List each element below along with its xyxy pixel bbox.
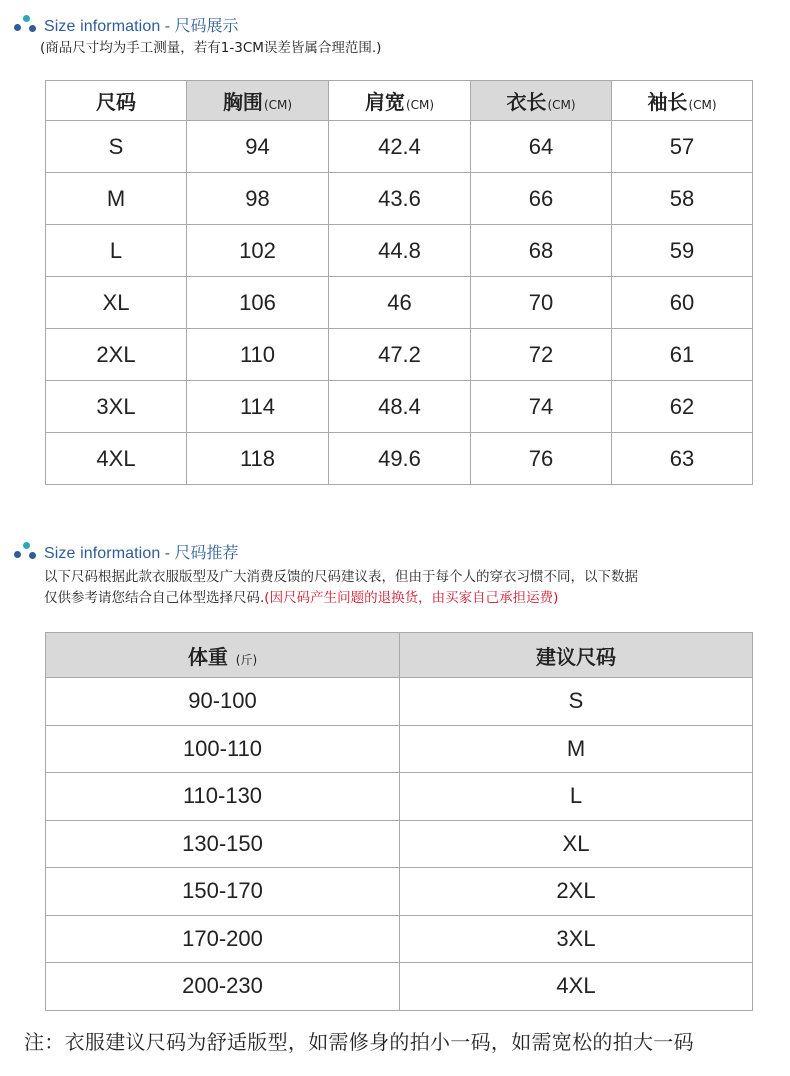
- cell-sleeve: 63: [612, 433, 753, 485]
- cell-weight: 110-130: [46, 773, 400, 821]
- table-row: [46, 678, 753, 726]
- description-line1: 以下尺码根据此款衣服版型及广大消费反馈的尺码建议表，但由于每个人的穿衣习惯不同，以下数据: [44, 569, 638, 585]
- size-header-row: [46, 81, 753, 121]
- cell-sleeve: 62: [612, 381, 753, 433]
- section2-description: [44, 567, 638, 609]
- cell-length: 76: [471, 433, 612, 485]
- cell-chest: 102: [187, 225, 329, 277]
- cell-size: XL: [400, 820, 753, 868]
- cell-chest: 94: [187, 121, 329, 173]
- table-row: [46, 868, 753, 916]
- table-row: [46, 173, 753, 225]
- header-length: 衣长(CM): [471, 81, 612, 121]
- cell-weight: 90-100: [46, 678, 400, 726]
- table-row: [46, 381, 753, 433]
- section2-title: Size information - 尺码推荐: [44, 545, 239, 562]
- cell-size: 2XL: [400, 868, 753, 916]
- cell-size: S: [400, 678, 753, 726]
- cell-length: 68: [471, 225, 612, 277]
- cell-shoulder: 42.4: [329, 121, 471, 173]
- cell-weight: 150-170: [46, 868, 400, 916]
- header-size: 尺码: [46, 81, 187, 121]
- dots-logo-icon: [14, 542, 38, 562]
- description-line2: 仅供参考请您结合自己体型选择尺码.(因尺码产生问题的退换货，由买家自己承担运费): [44, 590, 559, 606]
- cell-size: 4XL: [400, 963, 753, 1011]
- table-row: [46, 225, 753, 277]
- table-row: [46, 121, 753, 173]
- cell-chest: 110: [187, 329, 329, 381]
- cell-shoulder: 48.4: [329, 381, 471, 433]
- cell-weight: 200-230: [46, 963, 400, 1011]
- table-row: [46, 725, 753, 773]
- section2-header: [14, 540, 239, 563]
- table-row: [46, 773, 753, 821]
- table-row: [46, 963, 753, 1011]
- cell-shoulder: 43.6: [329, 173, 471, 225]
- cell-chest: 114: [187, 381, 329, 433]
- cell-shoulder: 44.8: [329, 225, 471, 277]
- cell-chest: 118: [187, 433, 329, 485]
- header-shoulder: 肩宽(CM): [329, 81, 471, 121]
- dots-logo-icon: [14, 15, 38, 35]
- table-row: [46, 277, 753, 329]
- cell-size: 3XL: [46, 381, 187, 433]
- recommend-header-row: [46, 633, 753, 678]
- cell-chest: 106: [187, 277, 329, 329]
- cell-size: M: [46, 173, 187, 225]
- cell-sleeve: 60: [612, 277, 753, 329]
- cell-sleeve: 59: [612, 225, 753, 277]
- cell-size: L: [46, 225, 187, 277]
- shipping-warning: (因尺码产生问题的退换货，由买家自己承担运费): [264, 590, 559, 606]
- cell-sleeve: 57: [612, 121, 753, 173]
- cell-length: 72: [471, 329, 612, 381]
- cell-shoulder: 49.6: [329, 433, 471, 485]
- cell-weight: 170-200: [46, 915, 400, 963]
- size-chart-table: [45, 80, 753, 485]
- cell-sleeve: 61: [612, 329, 753, 381]
- cell-size: 3XL: [400, 915, 753, 963]
- header-sleeve: 袖长(CM): [612, 81, 753, 121]
- table-row: [46, 915, 753, 963]
- cell-length: 70: [471, 277, 612, 329]
- cell-size: XL: [46, 277, 187, 329]
- table-row: [46, 820, 753, 868]
- section1-title: Size information - 尺码展示: [44, 18, 239, 35]
- cell-sleeve: 58: [612, 173, 753, 225]
- cell-weight: 130-150: [46, 820, 400, 868]
- cell-size: M: [400, 725, 753, 773]
- header-weight: 体重 (斤): [46, 633, 400, 678]
- cell-size: S: [46, 121, 187, 173]
- cell-size: 4XL: [46, 433, 187, 485]
- cell-shoulder: 46: [329, 277, 471, 329]
- cell-shoulder: 47.2: [329, 329, 471, 381]
- table-row: [46, 433, 753, 485]
- table-row: [46, 329, 753, 381]
- header-recommended-size: 建议尺码: [400, 633, 753, 678]
- cell-chest: 98: [187, 173, 329, 225]
- cell-size: 2XL: [46, 329, 187, 381]
- section1-subtitle: (商品尺寸均为手工测量，若有1-3CM误差皆属合理范围.): [40, 40, 382, 56]
- cell-length: 66: [471, 173, 612, 225]
- size-recommend-table: [45, 632, 753, 1011]
- section1-header: [14, 13, 239, 36]
- cell-weight: 100-110: [46, 725, 400, 773]
- cell-length: 74: [471, 381, 612, 433]
- header-chest: 胸围(CM): [187, 81, 329, 121]
- cell-size: L: [400, 773, 753, 821]
- cell-length: 64: [471, 121, 612, 173]
- footer-note: 注：衣服建议尺码为舒适版型，如需修身的拍小一码，如需宽松的拍大一码: [24, 1030, 694, 1054]
